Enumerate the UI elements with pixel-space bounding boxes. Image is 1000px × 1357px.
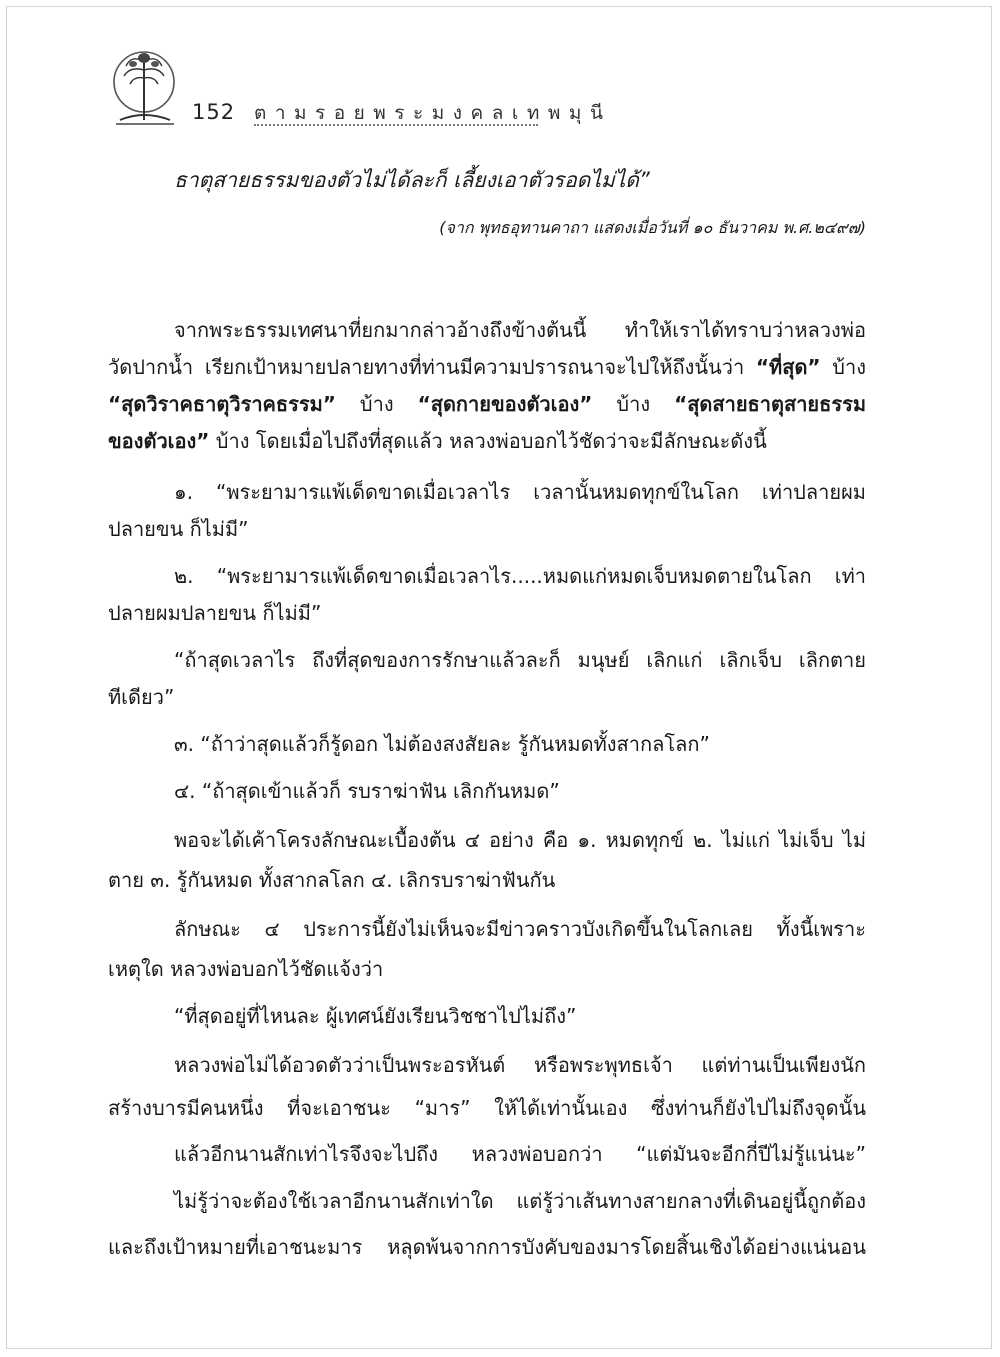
bold-term: ของตัวเอง” bbox=[108, 429, 210, 453]
bold-term: “สุดกายของตัวเอง” bbox=[417, 392, 593, 416]
quote-line: “ถ้าสุดเวลาไร ถึงที่สุดของการรักษาแล้วละก็ มนุษย์ เลิกแก่ เลิกเจ็บ เลิกตาย bbox=[174, 648, 866, 672]
quote-text: ธาตุสายธรรมของตัวไม่ได้ละก็ เลี้ยงเอาตัวรอดไม่ได้” bbox=[174, 168, 650, 192]
list-item-line: ปลายผมปลายขน ก็ไม่มี” bbox=[108, 601, 322, 625]
dotted-rule bbox=[254, 124, 538, 126]
running-title: ตามรอยพระมงคลเทพมุนี bbox=[254, 102, 612, 124]
list-item-line: ๑. “พระยามารแพ้เด็ดขาดเมื่อเวลาไร เวลานั้นหมดทุกข์ในโลก เท่าปลายผม bbox=[174, 480, 866, 504]
paragraph-line: พอจะได้เค้าโครงลักษณะเบื้องต้น ๔ อย่าง คือ ๑. หมดทุกข์ ๒. ไม่แก่ ไม่เจ็บ ไม่ bbox=[174, 828, 866, 852]
paragraph-line: ของตัวเอง” บ้าง โดยเมื่อไปถึงที่สุดแล้ว หลวงพ่อบอกไว้ชัดว่าจะมีลักษณะดังนี้ bbox=[108, 429, 767, 453]
bold-term: “สุดสายธาตุสายธรรม bbox=[674, 392, 867, 416]
bold-term: “ที่สุด” bbox=[755, 355, 821, 379]
quote-reference: (จาก พุทธอุทานคาถา แสดงเมื่อวันที่ ๑๐ ธันวาคม พ.ศ.๒๔๙๗) bbox=[439, 218, 866, 237]
paragraph-line: แล้วอีกนานสักเท่าไรจึงจะไปถึง หลวงพ่อบอกว่า “แต่มันจะอีกกี่ปีไม่รู้แน่นะ” bbox=[174, 1142, 866, 1166]
paragraph-line: เหตุใด หลวงพ่อบอกไว้ชัดแจ้งว่า bbox=[108, 957, 384, 981]
list-item-line: ๓. “ถ้าว่าสุดแล้วก็รู้ดอก ไม่ต้องสงสัยละ รู้กันหมดทั้งสากลโลก” bbox=[174, 732, 710, 756]
paragraph-line: ไม่รู้ว่าจะต้องใช้เวลาอีกนานสักเท่าใด แต่รู้ว่าเส้นทางสายกลางที่เดินอยู่นี้ถูกต้อง bbox=[174, 1189, 866, 1213]
paragraph-line: ลักษณะ ๔ ประการนี้ยังไม่เห็นจะมีข่าวคราวบังเกิดขึ้นในโลกเลย ทั้งนี้เพราะ bbox=[174, 917, 866, 941]
list-item-line: ปลายขน ก็ไม่มี” bbox=[108, 517, 249, 541]
paragraph-line: วัดปากน้ำ เรียกเป้าหมายปลายทางที่ท่านมีความปรารถนาจะไปให้ถึงนั้นว่า “ที่สุด” บ้าง bbox=[108, 355, 866, 379]
list-item-line: ๔. “ถ้าสุดเข้าแล้วก็ รบราฆ่าฟัน เลิกกันหมด” bbox=[174, 779, 560, 803]
page-header bbox=[104, 40, 612, 140]
bold-term: “สุดวิราคธาตุวิราคธรรม” bbox=[108, 392, 336, 416]
paragraph-line: หลวงพ่อไม่ได้อวดตัวว่าเป็นพระอรหันต์ หรือพระพุทธเจ้า แต่ท่านเป็นเพียงนัก bbox=[174, 1053, 866, 1077]
page-number: 152 bbox=[192, 100, 236, 124]
list-item-line: ๒. “พระยามารแพ้เด็ดขาดเมื่อเวลาไร.....หมดแก่หมดเจ็บหมดตายในโลก เท่า bbox=[174, 564, 866, 588]
paragraph-line: สร้างบารมีคนหนึ่ง ที่จะเอาชนะ “มาร” ให้ได้เท่านั้นเอง ซึ่งท่านก็ยังไปไม่ถึงจุดนั้น bbox=[108, 1096, 866, 1120]
lotus-tree-logo-icon bbox=[104, 40, 182, 132]
paragraph-line: และถึงเป้าหมายที่เอาชนะมาร หลุดพ้นจากการบังคับของมารโดยสิ้นเชิงได้อย่างแน่นอน bbox=[108, 1235, 866, 1259]
quote-line: “ที่สุดอยู่ที่ไหนละ ผู้เทศน์ยังเรียนวิชชาไปไม่ถึง” bbox=[174, 1004, 577, 1028]
paragraph-line: ตาย ๓. รู้กันหมด ทั้งสากลโลก ๔. เลิกรบราฆ่าฟันกัน bbox=[108, 868, 556, 892]
quote-line: ทีเดียว” bbox=[108, 685, 175, 709]
paragraph-line: “สุดวิราคธาตุวิราคธรรม” บ้าง “สุดกายของตัวเอง” บ้าง “สุดสายธาตุสายธรรม bbox=[108, 392, 867, 416]
paragraph-line: จากพระธรรมเทศนาที่ยกมากล่าวอ้างถึงข้างต้นนี้ ทำให้เราได้ทราบว่าหลวงพ่อ bbox=[174, 318, 866, 342]
